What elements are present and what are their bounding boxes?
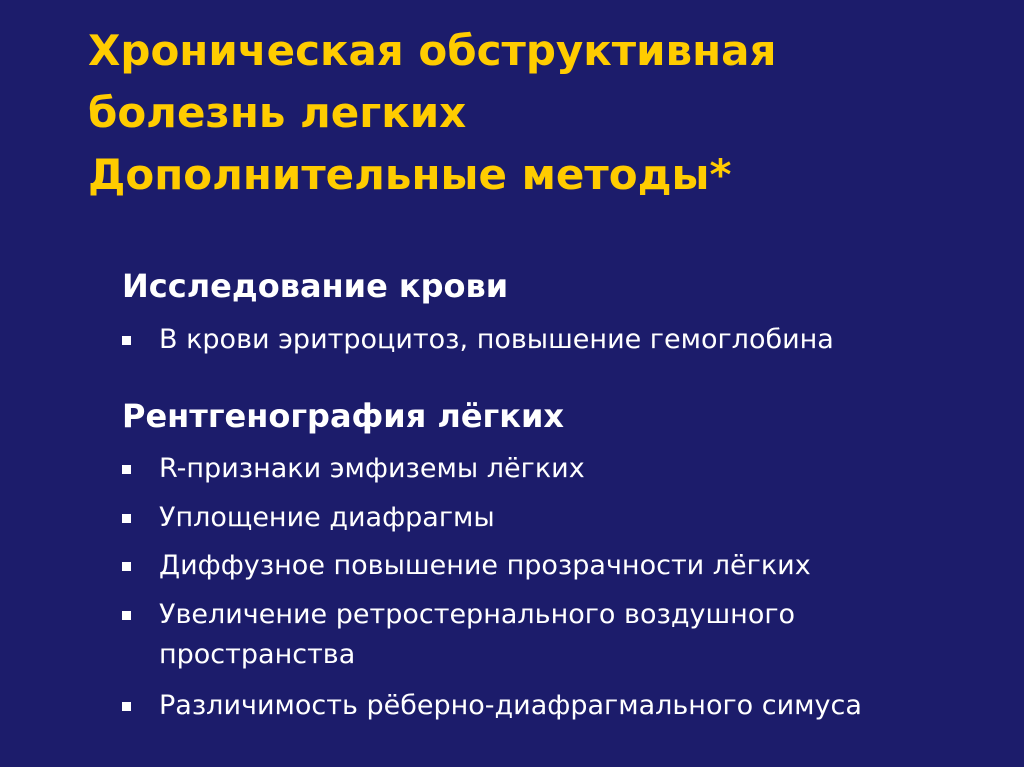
list-item-text: Увеличение ретростернального воздушного пространства bbox=[159, 599, 796, 670]
square-bullet-icon bbox=[122, 336, 131, 345]
square-bullet-icon bbox=[122, 702, 131, 711]
list-item bbox=[122, 449, 982, 489]
slide-title bbox=[88, 20, 988, 206]
list-item bbox=[122, 546, 982, 586]
square-bullet-icon bbox=[122, 611, 131, 620]
list-item-text: В крови эритроцитоз, повышение гемоглобина bbox=[159, 324, 834, 355]
title-line-1: Хроническая обструктивная bbox=[88, 26, 777, 75]
list-item bbox=[122, 686, 982, 726]
square-bullet-icon bbox=[122, 562, 131, 571]
list-item-text: Различимость рёберно-диафрагмального симуса bbox=[159, 690, 862, 721]
square-bullet-icon bbox=[122, 465, 131, 474]
list-item bbox=[122, 498, 982, 538]
section-heading-blood-test: Исследование крови bbox=[122, 267, 509, 305]
list-item bbox=[122, 320, 982, 360]
title-line-3: Дополнительные методы* bbox=[88, 150, 732, 199]
title-line-2: болезнь легких bbox=[88, 88, 467, 137]
list-item-text: Диффузное повышение прозрачности лёгких bbox=[159, 550, 811, 581]
section-heading-chest-xray: Рентгенография лёгких bbox=[122, 397, 565, 435]
list-item-text: R-признаки эмфиземы лёгких bbox=[159, 453, 585, 484]
list-item-text: Уплощение диафрагмы bbox=[159, 502, 495, 533]
square-bullet-icon bbox=[122, 514, 131, 523]
list-item bbox=[122, 595, 862, 675]
